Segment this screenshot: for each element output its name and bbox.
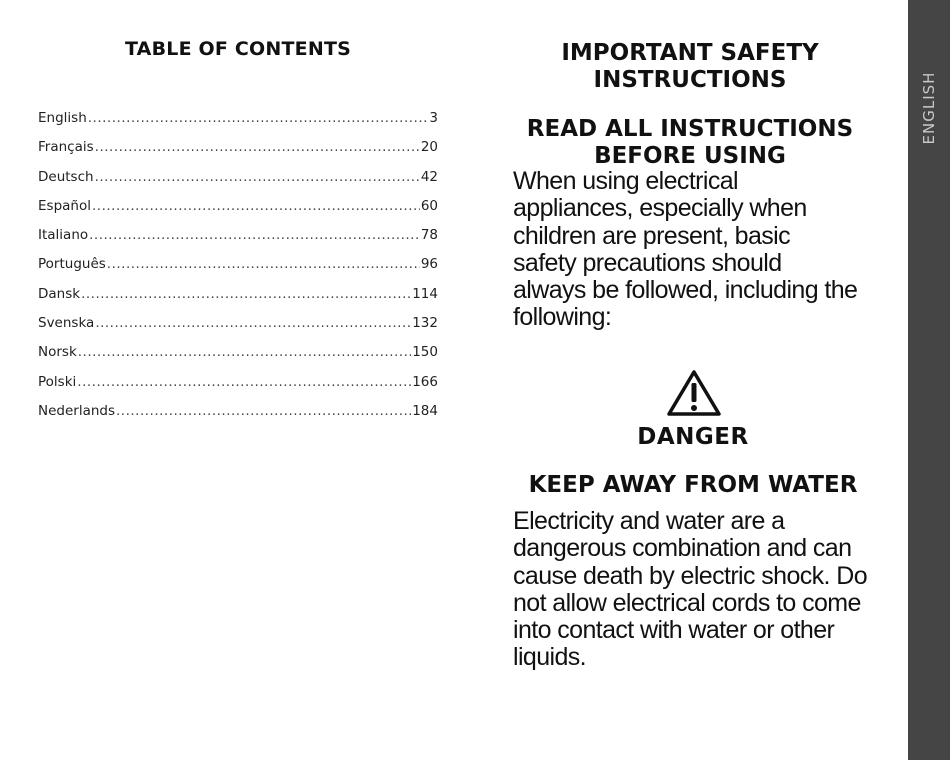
toc-entry-francais[interactable]	[38, 139, 438, 168]
toc-list	[38, 110, 438, 432]
toc-entry-page: 150	[412, 344, 438, 361]
toc-leader-dots	[107, 256, 420, 272]
toc-leader-dots	[77, 374, 411, 390]
toc-leader-dots	[88, 110, 429, 126]
read-instructions-heading: READ ALL INSTRUCTIONS BEFORE USING	[526, 116, 854, 169]
toc-entry-espanol[interactable]	[38, 198, 438, 227]
toc-entry-page: 114	[412, 285, 438, 302]
keep-away-heading: KEEP AWAY FROM WATER	[528, 472, 858, 498]
toc-leader-dots	[92, 198, 420, 214]
toc-leader-dots	[81, 286, 411, 302]
toc-entry-language: Polski	[38, 373, 77, 390]
toc-entry-polski[interactable]	[38, 374, 438, 403]
toc-entry-language: Français	[38, 139, 94, 156]
toc-entry-portugues[interactable]	[38, 256, 438, 285]
toc-entry-page: 132	[412, 315, 438, 332]
toc-entry-page: 96	[420, 256, 438, 273]
toc-title: TABLE OF CONTENTS	[124, 38, 351, 60]
toc-leader-dots	[95, 315, 411, 331]
toc-entry-language: English	[38, 110, 87, 126]
toc-entry-language: Svenska	[38, 315, 95, 332]
safety-heading: IMPORTANT SAFETY INSTRUCTIONS	[561, 40, 819, 93]
toc-entry-dansk[interactable]	[38, 286, 438, 315]
toc-entry-norsk[interactable]	[38, 344, 438, 373]
warning-triangle-icon	[665, 368, 723, 418]
toc-leader-dots	[95, 139, 420, 155]
toc-entry-nederlands[interactable]	[38, 403, 438, 432]
toc-entry-deutsch[interactable]	[38, 169, 438, 198]
toc-entry-italiano[interactable]	[38, 227, 438, 256]
water-warning-text: Electricity and water are a dangerous combination and can cause death by electric shock. Do not allow electrical cords to come into contact with water or other liquids.	[513, 507, 868, 672]
toc-leader-dots	[95, 169, 420, 185]
toc-entry-language: Italiano	[38, 227, 89, 244]
toc-entry-language: Español	[38, 197, 91, 214]
toc-entry-page: 20	[420, 139, 438, 156]
toc-entry-language: Dansk	[38, 285, 81, 302]
toc-leader-dots	[116, 403, 411, 419]
toc-entry-language: Nederlands	[38, 402, 116, 419]
toc-entry-page: 3	[429, 110, 438, 126]
toc-entry-svenska[interactable]	[38, 315, 438, 344]
toc-entry-english[interactable]	[38, 110, 438, 139]
toc-entry-language: Português	[38, 256, 106, 273]
toc-leader-dots	[89, 227, 420, 243]
side-tab-label: ENGLISH	[920, 71, 938, 145]
safety-intro-text: When using electrical appliances, especially when children are present, basic safety precautions should always be followed, including the following:	[513, 167, 858, 332]
toc-entry-language: Norsk	[38, 344, 77, 361]
toc-entry-page: 184	[412, 402, 438, 419]
toc-entry-page: 60	[420, 197, 438, 214]
toc-entry-language: Deutsch	[38, 168, 94, 185]
toc-entry-page: 42	[420, 168, 438, 185]
toc-entry-page: 78	[420, 227, 438, 244]
danger-label: DANGER	[637, 424, 749, 450]
toc-leader-dots	[78, 344, 411, 360]
toc-entry-page: 166	[412, 373, 438, 390]
